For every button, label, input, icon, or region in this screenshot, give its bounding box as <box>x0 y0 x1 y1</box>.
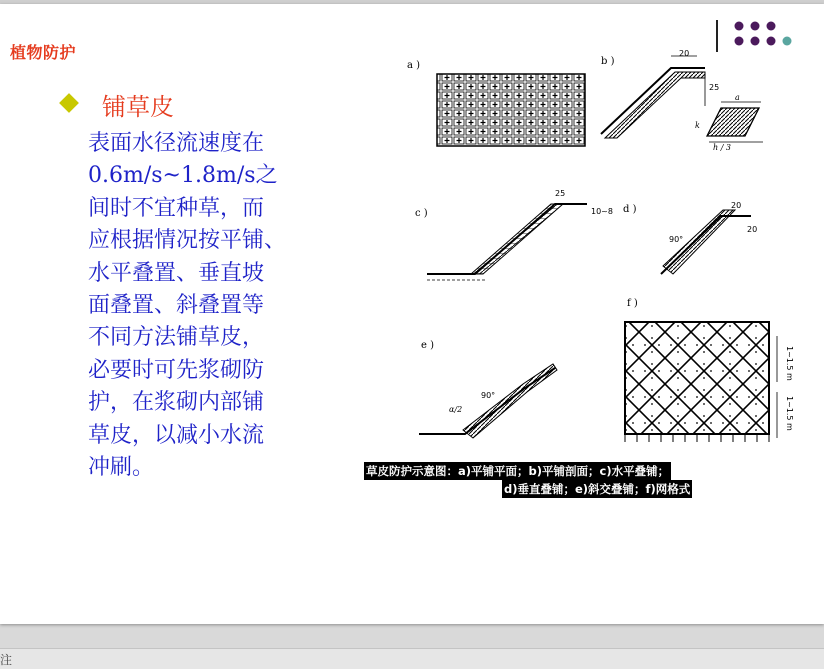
panel-label-a: a ) <box>407 60 421 71</box>
caption-line-2: d)垂直叠铺；e)斜交叠铺；f)网格式 <box>504 482 691 496</box>
panel-label-e: e ) <box>421 340 434 351</box>
dim-b-a: a <box>735 93 740 102</box>
panel-label-b: b ) <box>601 56 615 67</box>
slide-canvas <box>0 4 824 624</box>
panel-label-f: f ) <box>627 298 638 309</box>
dot <box>735 22 744 31</box>
dim-f-2: 1~1.5 m <box>785 396 794 431</box>
body-line: 应根据情况按平铺、 <box>88 228 287 254</box>
dot <box>751 22 760 31</box>
dim-d-top: 20 <box>731 201 742 210</box>
panel-b-detail-block <box>707 108 759 136</box>
panel-label-c: c ) <box>415 208 428 219</box>
caption-line-1: 草皮防护示意图：a)平铺平面；b)平铺剖面；c)水平叠铺； <box>366 464 670 478</box>
dim-b-h3: h / 3 <box>713 143 732 152</box>
body-line: 冲刷。 <box>88 455 155 481</box>
turf-protection-figure <box>405 46 813 446</box>
panel-a-turf-grid <box>437 74 585 146</box>
body-line: 面叠置、斜叠置等 <box>88 293 265 319</box>
angle-d: 90° <box>669 235 684 244</box>
panel-label-d: d ) <box>623 204 637 215</box>
dim-c-side: 10~8 <box>591 207 613 216</box>
panel-c-slope <box>427 204 587 274</box>
panel-f-mesh <box>625 322 769 434</box>
slide-heading: 植物防护 <box>10 43 77 62</box>
body-line: 0.6m/s~1.8m/s之 <box>88 163 278 189</box>
body-line: 间时不宜种草，而 <box>88 195 265 221</box>
dim-c-top: 25 <box>555 189 566 198</box>
notes-label: 注 <box>0 653 13 667</box>
angle-e: 90° <box>481 391 496 400</box>
slide-subtitle: 铺草皮 <box>102 93 174 121</box>
body-line: 表面水径流速度在 <box>88 131 265 156</box>
dot <box>783 37 792 46</box>
dot <box>751 37 760 46</box>
dim-d-side: 20 <box>747 225 758 234</box>
dim-f-1: 1~1.5 m <box>785 346 794 381</box>
dim-b-side: 25 <box>709 83 720 92</box>
body-line: 草皮，以减小水流 <box>88 422 265 448</box>
body-line: 护，在浆砌内部铺 <box>88 390 265 416</box>
body-line: 水平叠置、垂直坡 <box>88 260 265 286</box>
panel-c-turf-stack <box>471 204 563 274</box>
dim-b-top: 20 <box>679 49 690 58</box>
notes-pane[interactable] <box>0 648 824 669</box>
dim-b-k: k <box>695 121 700 130</box>
dot <box>735 37 744 46</box>
body-text <box>88 128 348 484</box>
body-line: 不同方法铺草皮， <box>88 325 265 351</box>
body-line: 必要时可先浆砌防 <box>88 357 265 383</box>
dot <box>767 22 776 31</box>
dot <box>767 37 776 46</box>
bullet-diamond-icon <box>59 93 79 113</box>
panel-e-turf-stack <box>463 364 557 438</box>
angle-e-alpha: α/2 <box>449 405 463 414</box>
